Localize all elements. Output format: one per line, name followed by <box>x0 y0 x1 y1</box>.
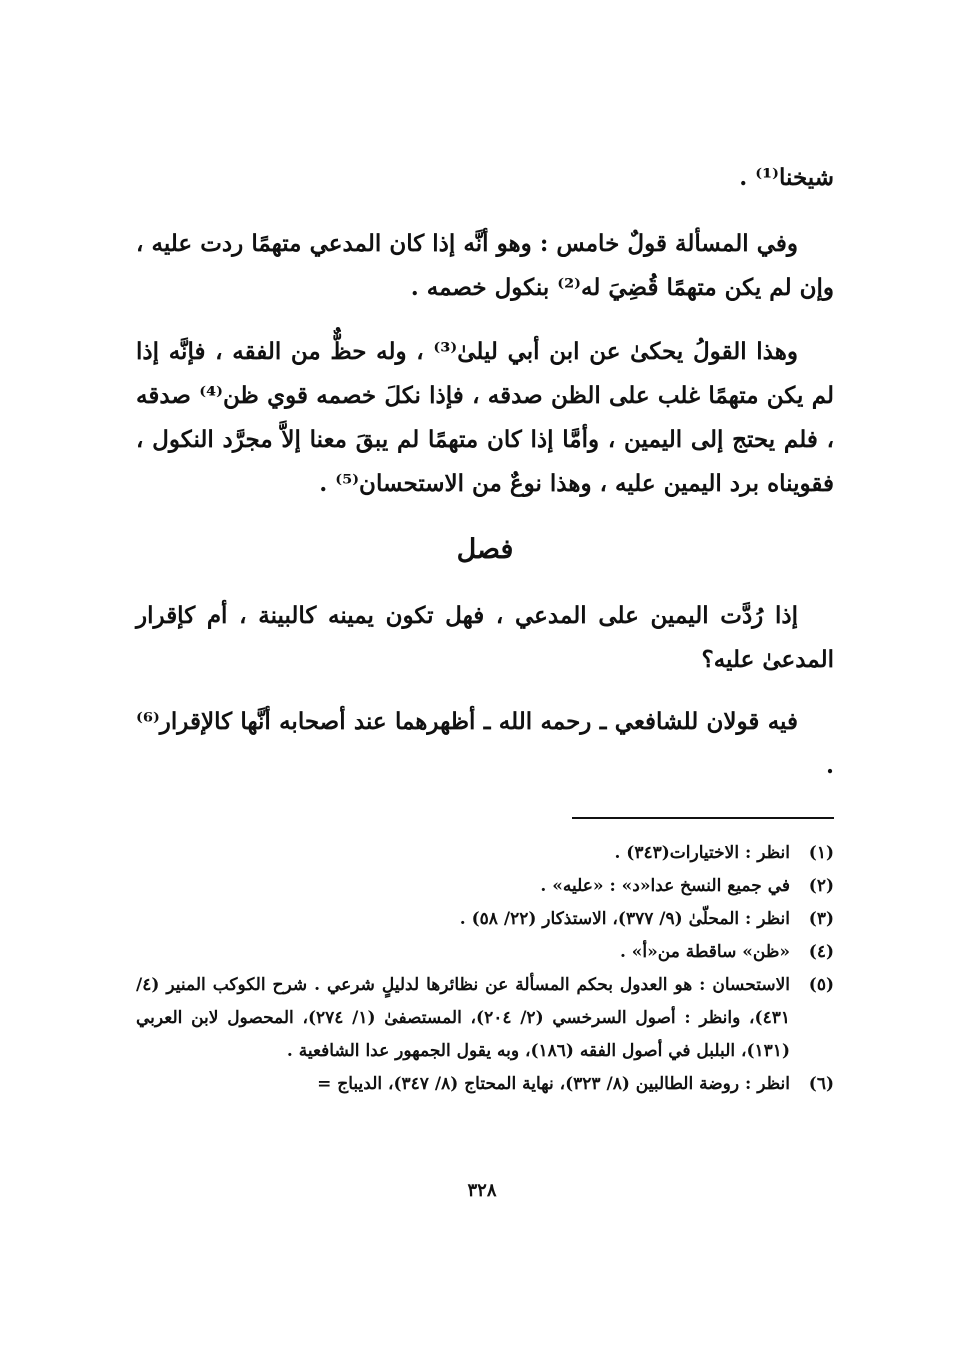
footnote-item <box>136 837 834 870</box>
paragraph-ibn-abi-layla: وهذا القولُ يحكىٰ عن ابن أبي ليلىٰ⁽³⁾ ، وله حظٌّ من الفقه ، فإنَّه إذا لم يكن متهمًا غلب على الظن صدقه ، فإذا نكلَ خصمه قوي ظن⁽⁴⁾ صدقه ، فلم يحتج إلى اليمين ، وأمَّا إذا كان متهمًا لم يبقَ معنا إلاَّ مجرَّد النكول ، فقويناه برد اليمين عليه ، وهذا نوعٌ من الاستحسان⁽⁵⁾ . <box>136 338 835 497</box>
footnote-item <box>136 870 834 903</box>
footnotes-section <box>136 837 834 1101</box>
paragraph-shafii-opinion: فيه قولان للشافعي ـ رحمه الله ـ أظهرهما عند أصحابه أنَّها كالإقرار⁽⁶⁾ . <box>136 708 834 779</box>
paragraph-fifth-opinion: وفي المسألة قولٌ خامس : وهو أنَّه إذا كان المدعي متهمًا ردت عليه ، وإن لم يكن متهمًا قُضِيَ له⁽²⁾ بنكول خصمه . <box>136 230 834 301</box>
main-text-block <box>136 222 834 310</box>
main-text-block-4 <box>136 700 834 788</box>
main-text-block-2 <box>136 330 834 506</box>
footnote-item <box>136 1068 834 1101</box>
footnote-number: (١) <box>808 843 834 863</box>
footnote-number: (٦) <box>808 1074 834 1094</box>
section-heading: فصل <box>456 534 514 565</box>
footnote-text: انظر : روضة الطالبين (٨/ ٣٢٣)، نهاية المحتاج (٨/ ٣٤٧)، الديباج = <box>317 1074 790 1094</box>
footnote-text: في جميع النسخ عدا«د» : «عليه» . <box>540 876 790 896</box>
main-text-top <box>136 156 834 200</box>
footnote-number: (٣) <box>808 909 834 929</box>
footnote-text: «ظن» ساقطة من«أ» . <box>619 942 790 962</box>
footnote-number: (٢) <box>808 876 834 896</box>
footnote-number: (٥) <box>808 975 834 995</box>
page-number: ٣٢٨ <box>467 1180 497 1201</box>
paragraph-oath-question: إذا رُدَّت اليمين على المدعي ، فهل تكون يمينه كالبينة ، أم كإقرار المدعىٰ عليه؟ <box>136 602 834 673</box>
footnote-item <box>136 936 834 969</box>
main-text-block-3 <box>136 594 834 682</box>
footnote-divider <box>572 817 834 819</box>
footnote-text: انظر : الاختيارات(٣٤٣) . <box>614 843 790 863</box>
footnote-text: الاستحسان : هو العدول بحكم المسألة عن نظائرها لدليلٍ شرعي . شرح الكوكب المنير (٤/ ٤٣١)، وانظر : أصول السرخسي (٢/ ٢٠٤)، المستصفىٰ (١/ ٢٧٤)، المحصول لابن العربي (١٣١)، البلبل في أصول الفقه (١٨٦)، وبه يقول الجمهور عدا الشافعية . <box>136 975 790 1061</box>
footnote-item <box>136 969 834 1068</box>
footnote-item <box>136 903 834 936</box>
footnote-number: (٤) <box>808 942 834 962</box>
paragraph-continuation: شيخنا⁽¹⁾ . <box>739 164 834 191</box>
footnote-text: انظر : المحلّىٰ (٩/ ٣٧٧)، الاستذكار (٢٢/ ٥٨) . <box>459 909 790 929</box>
